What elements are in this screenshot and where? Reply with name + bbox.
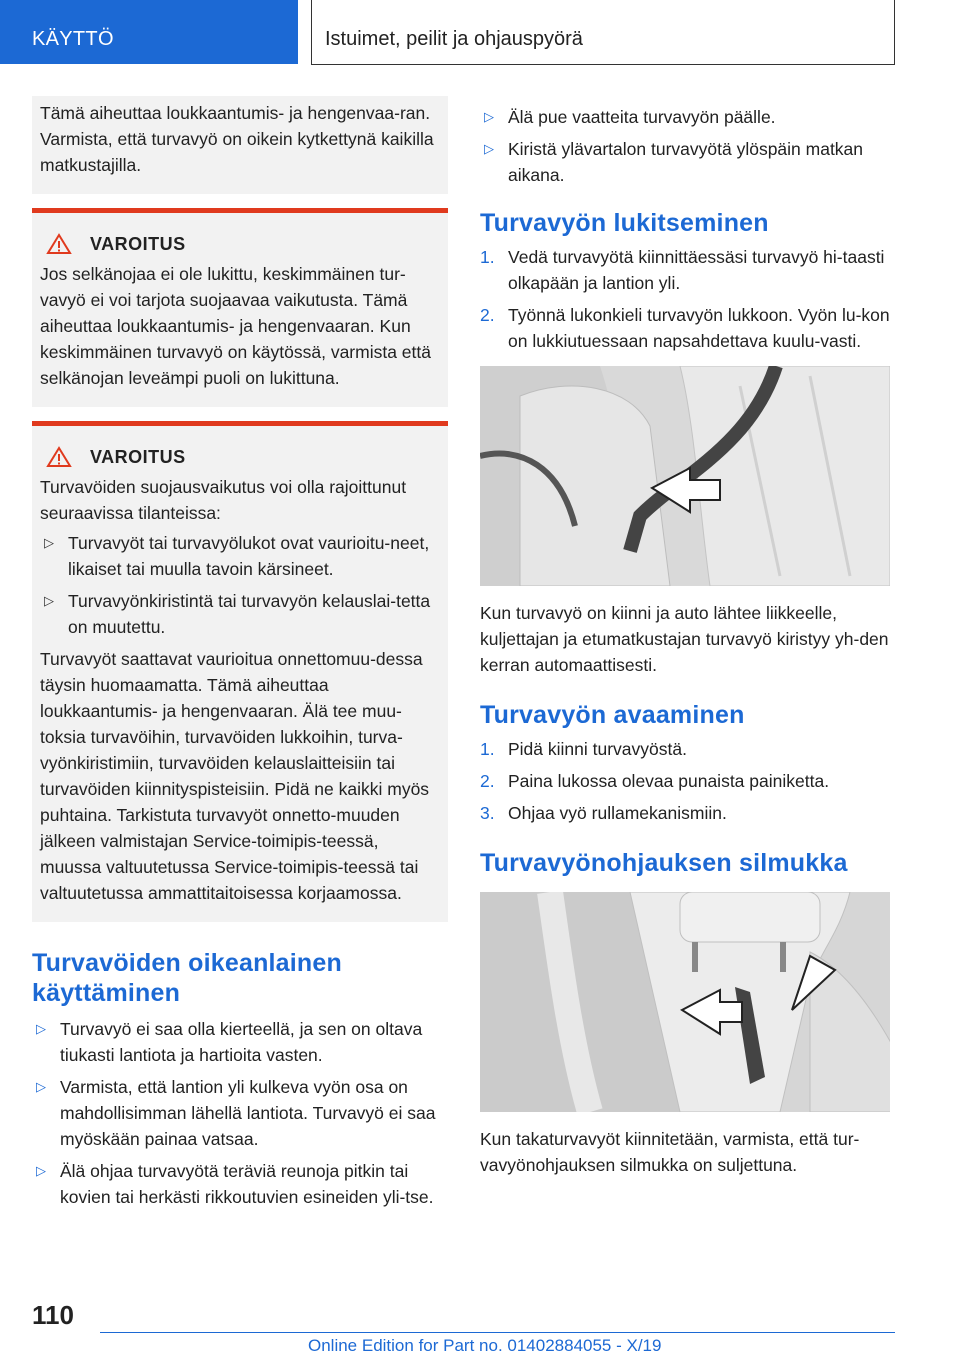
triangle-bullet-icon: ▷ [484, 141, 494, 156]
list-item: 1. Vedä turvavyötä kiinnittäessäsi turvavyö hi-taasti olkapään ja lantion yli. [480, 247, 885, 293]
seatbelt-buckle-image [480, 366, 890, 586]
warning-triangle-icon [46, 233, 72, 255]
note-box [32, 96, 448, 194]
triangle-bullet-icon: ▷ [44, 593, 54, 608]
list-item: ▷ Turvavyöt tai turvavyölukot ovat vaurioitu-neet, likaiset tai muulla tavoin kärsineet. [40, 530, 440, 582]
triangle-bullet-icon: ▷ [36, 1163, 46, 1178]
lock-heading: Turvavyön lukitseminen [480, 209, 769, 237]
rear-seat-illustration [480, 892, 890, 1112]
list-item: ▷ Älä pue vaatteita turvavyön päälle. [480, 104, 896, 130]
lock-text: Kun turvavyö on kiinni ja auto lähtee liikkeelle, kuljettajan ja etumatkustajan turvavyö kiristyy yh-den kerran automaattisesti. [480, 603, 889, 675]
triangle-bullet-icon: ▷ [36, 1021, 46, 1036]
usage-list [32, 1016, 448, 1210]
list-item: 2. Paina lukossa olevaa punaista painiketta. [480, 771, 830, 791]
section-heading: Turvavöiden oikeanlainen käyttäminen [32, 949, 342, 1007]
top-list [480, 104, 896, 188]
guide-text: Kun takaturvavyöt kiinnitetään, varmista, että tur-vavyönohjauksen silmukka on suljettuna. [480, 1129, 860, 1175]
guide-heading: Turvavyönohjauksen silmukka [480, 849, 848, 877]
list-item: 2. Työnnä lukonkieli turvavyön lukkoon. Vyön lu-kon on lukkiutuessaan napsahdettava kuulu-vasti. [480, 305, 890, 351]
page-number: 110 [32, 1300, 74, 1330]
warning-text: Jos selkänojaa ei ole lukittu, keskimmäinen tur-vavyö ei voi tarjota suojaavaa vaikutusta. Tämä aiheuttaa loukkaantumis- ja hengenvaaran. Kun keskimmäinen turvavyö on käytössä, varmista että selkänojan leveämpi puoli on lukittuna. [40, 264, 431, 388]
edition-text: Online Edition for Part no. 01402884055 - X/19 [308, 1336, 662, 1355]
warning-text: Turvavyöt saattavat vaurioitua onnettomuu-dessa täysin huomaamatta. Tämä aiheuttaa loukkaantumis- ja hengenvaaran. Älä tee muu-toksia turvavöihin, turvavöiden lukkoihin, turva-vyönkiristimiin, turvavöiden kelauslaitteisiin tai turvavöiden kiinnityspisteisiin. Pidä ne kaikki myös puhtaina. Tarkistuta turvavyöt onnetto-muuden jälkeen valmistajan Service-toimipis-teessä, muussa valtuutetussa Service-toimipis-teessä tai valtuutetussa ammattitaitoisessa korjaamossa. [40, 649, 430, 903]
list-item: ▷ Turvavyö ei saa olla kierteellä, ja sen on oltava tiukasti lantiota ja hartioita vasten. [32, 1016, 448, 1068]
list-item: ▷ Turvavyönkiristintä tai turvavyön kelauslai-tetta on muutettu. [40, 588, 440, 640]
warning-list [40, 530, 440, 640]
right-column [480, 96, 896, 1178]
open-steps [480, 736, 896, 826]
header-divider [311, 0, 312, 64]
open-heading: Turvavyön avaaminen [480, 701, 745, 729]
list-item: ▷ Varmista, että lantion yli kulkeva vyön osa on mahdollisimman lähellä lantiota. Turvavyö ei saa myöskään painaa vatsaa. [32, 1074, 448, 1152]
seat-illustration [480, 366, 890, 586]
note-text: Tämä aiheuttaa loukkaantumis- ja hengenvaa-ran. Varmista, että turvavyö on oikein kytkettynä kaikilla matkustajilla. [40, 103, 434, 175]
warning-triangle-icon [46, 446, 72, 468]
warning-box-1 [32, 208, 448, 407]
section-tab: KÄYTTÖ [0, 0, 298, 64]
list-item: ▷ Älä ohjaa turvavyötä teräviä reunoja pitkin tai kovien tai herkästi rikkoutuvien esineiden yli-tse. [32, 1158, 448, 1210]
triangle-bullet-icon: ▷ [484, 109, 494, 124]
list-item: 1. Pidä kiinni turvavyöstä. [480, 739, 687, 759]
warning-title [40, 231, 440, 257]
lock-steps [480, 244, 896, 354]
warning-intro: Turvavöiden suojausvaikutus voi olla rajoittunut seuraavissa tilanteissa: [40, 477, 407, 523]
footer-rule [100, 1332, 895, 1333]
seatbelt-guide-image [480, 892, 890, 1112]
warning-box-2 [32, 421, 448, 922]
triangle-bullet-icon: ▷ [44, 535, 54, 550]
warning-title-text: VAROITUS [90, 447, 186, 467]
left-column [32, 96, 448, 1216]
list-item: 3. Ohjaa vyö rullamekanismiin. [480, 803, 727, 823]
warning-title [40, 444, 440, 470]
warning-title-text: VAROITUS [90, 234, 186, 254]
header-underline [311, 64, 895, 65]
triangle-bullet-icon: ▷ [36, 1079, 46, 1094]
page-title: Istuimet, peilit ja ohjauspyörä [325, 28, 583, 50]
header-divider-right [894, 0, 895, 64]
list-item: ▷ Kiristä ylävartalon turvavyötä ylöspäin matkan aikana. [480, 136, 896, 188]
